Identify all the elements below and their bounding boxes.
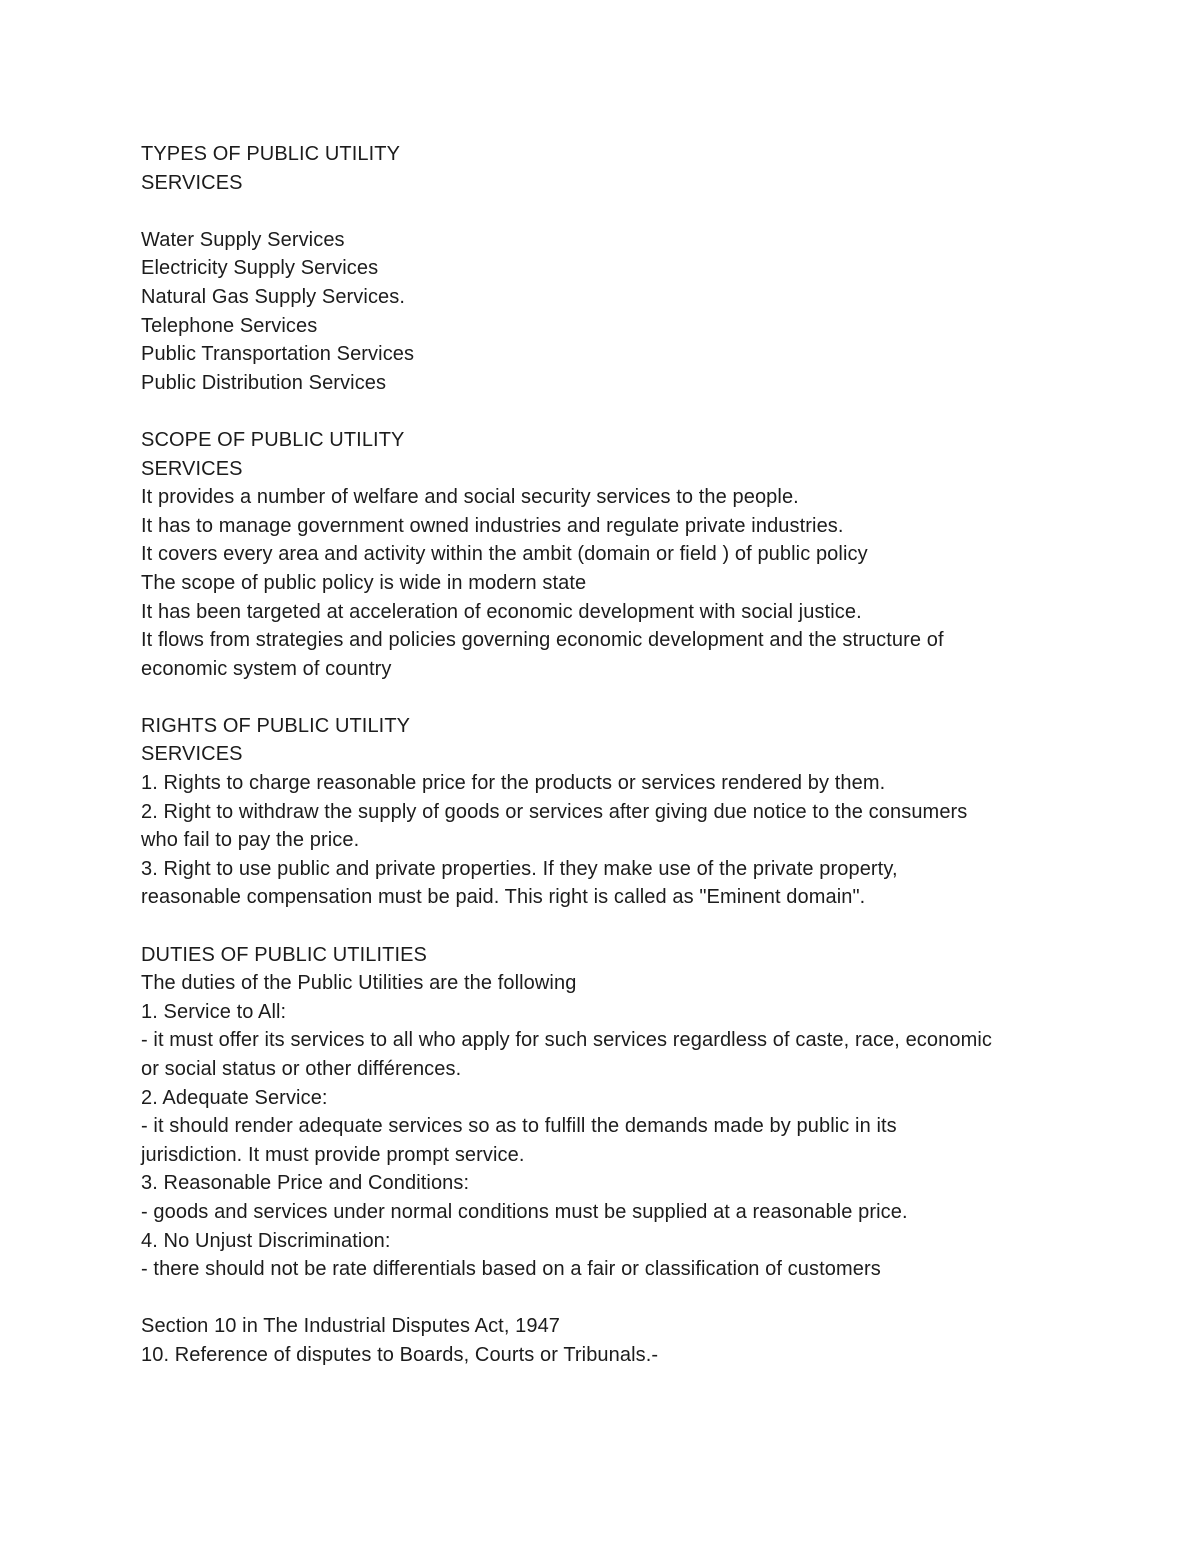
duties-line: - it must offer its services to all who apply for such services regardless of caste, race, economic — [141, 1029, 992, 1052]
duties-line: - there should not be rate differentials based on a fair or classification of customers — [141, 1258, 881, 1281]
types-item: Telephone Services — [141, 314, 318, 337]
types-item: Water Supply Services — [141, 228, 345, 251]
blank-line — [141, 197, 1061, 226]
types-item: Natural Gas Supply Services. — [141, 285, 406, 308]
duties-line: The duties of the Public Utilities are the following — [141, 972, 577, 995]
duties-line: 2. Adequate Service: — [141, 1086, 328, 1109]
scope-line: It has to manage government owned industries and regulate private industries. — [141, 514, 844, 537]
section-line: 10. Reference of disputes to Boards, Courts or Tribunals.- — [141, 1343, 659, 1366]
document-page — [141, 140, 1061, 1370]
rights-line: reasonable compensation must be paid. This right is called as "Eminent domain". — [141, 886, 866, 909]
scope-line: The scope of public policy is wide in modern state — [141, 571, 587, 594]
rights-line: 2. Right to withdraw the supply of goods or services after giving due notice to the consumers — [141, 800, 968, 823]
duties-line: jurisdiction. It must provide prompt service. — [141, 1143, 525, 1166]
types-heading-line1: TYPES OF PUBLIC UTILITY — [141, 143, 401, 165]
scope-line: It provides a number of welfare and social security services to the people. — [141, 486, 799, 509]
types-item: Public Transportation Services — [141, 343, 415, 366]
rights-line: 3. Right to use public and private properties. If they make use of the private property, — [141, 857, 898, 880]
duties-heading: DUTIES OF PUBLIC UTILITIES — [141, 943, 427, 966]
section-line: Section 10 in The Industrial Disputes Act, 1947 — [141, 1315, 561, 1338]
rights-heading-line2: SERVICES — [141, 743, 243, 766]
duties-line: 4. No Unjust Discrimination: — [141, 1229, 391, 1252]
duties-line: or social status or other différences. — [141, 1058, 462, 1080]
scope-line: It has been targeted at acceleration of economic development with social justice. — [141, 600, 862, 623]
types-heading-line2: SERVICES — [141, 171, 243, 194]
blank-line — [141, 683, 1061, 712]
scope-line: economic system of country — [141, 657, 392, 680]
types-item: Electricity Supply Services — [141, 257, 379, 280]
rights-line: 1. Rights to charge reasonable price for the products or services rendered by them. — [141, 772, 886, 795]
rights-line: who fail to pay the price. — [141, 829, 360, 852]
blank-line — [141, 1284, 1061, 1313]
duties-line: 3. Reasonable Price and Conditions: — [141, 1172, 470, 1195]
scope-line: It flows from strategies and policies governing economic development and the structure of — [141, 629, 944, 652]
blank-line — [141, 912, 1061, 941]
duties-line: - it should render adequate services so as to fulfill the demands made by public in its — [141, 1115, 897, 1138]
scope-line: It covers every area and activity within the ambit (domain or field ) of public policy — [141, 543, 868, 566]
duties-line: 1. Service to All: — [141, 1000, 287, 1023]
rights-heading-line1: RIGHTS OF PUBLIC UTILITY — [141, 714, 411, 737]
types-item: Public Distribution Services — [141, 371, 387, 394]
scope-heading-line2: SERVICES — [141, 457, 243, 480]
scope-heading-line1: SCOPE OF PUBLIC UTILITY — [141, 428, 405, 451]
duties-line: - goods and services under normal conditions must be supplied at a reasonable price. — [141, 1200, 908, 1223]
blank-line — [141, 397, 1061, 426]
